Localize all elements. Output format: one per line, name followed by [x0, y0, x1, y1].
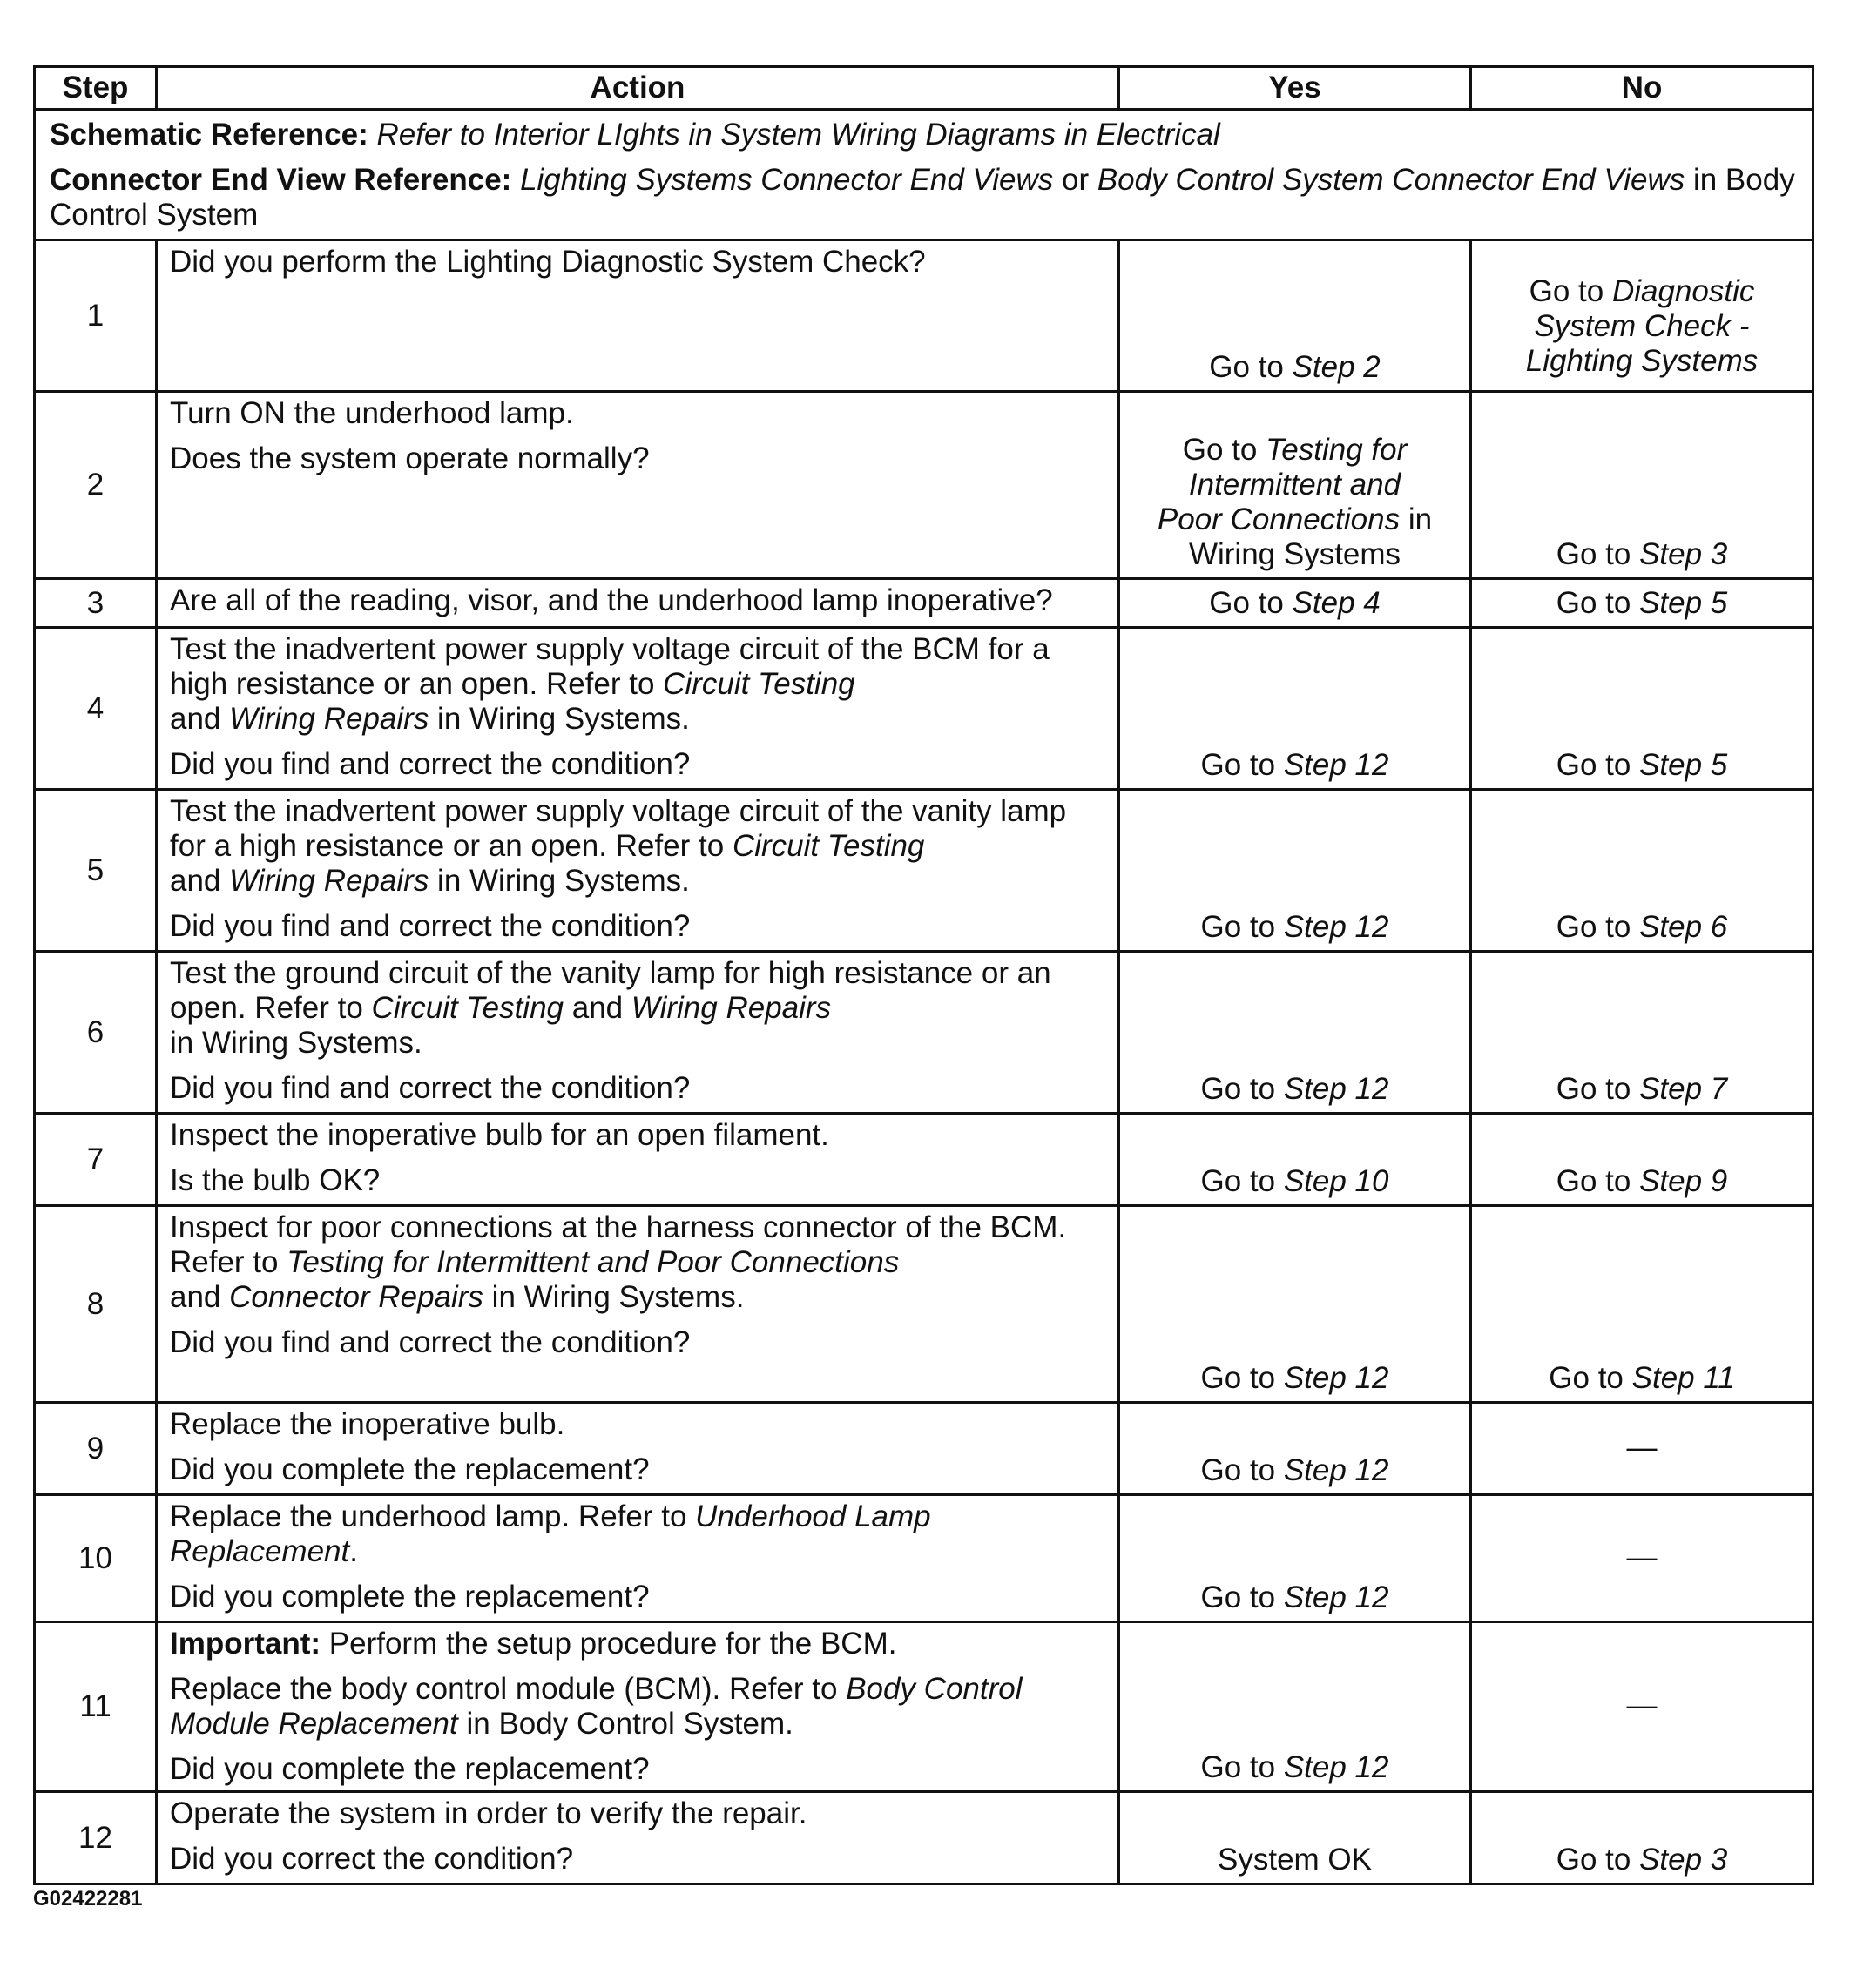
- action-question: Are all of the reading, visor, and the underhood lamp inoperative?: [170, 583, 1053, 617]
- yes-cell: [1119, 1114, 1471, 1206]
- no-cell: [1471, 392, 1813, 579]
- table-row: [35, 392, 1813, 579]
- action-question: Did you find and correct the condition?: [170, 747, 691, 781]
- table-row: [35, 1792, 1813, 1884]
- no-cell: [1471, 790, 1813, 952]
- connector-tail: in Body Control System: [50, 162, 1795, 232]
- action-question: Did you find and correct the condition?: [170, 909, 691, 943]
- action-question: Is the bulb OK?: [170, 1163, 381, 1197]
- action-text: Test the inadvertent power supply voltage circuit of the BCM for a high resistance or an open. Refer to: [170, 632, 1050, 701]
- no-cell: [1471, 1622, 1813, 1792]
- no-prefix: Go to: [1556, 1164, 1640, 1198]
- header-yes: Yes: [1119, 67, 1471, 110]
- yes-cell: [1119, 579, 1471, 628]
- yes-prefix: Go to: [1182, 433, 1266, 467]
- step-number: 12: [35, 1792, 157, 1884]
- action-question: Did you find and correct the condition?: [170, 1071, 691, 1105]
- connector-or: or: [1053, 162, 1097, 197]
- action-reference: Connector Repairs: [229, 1280, 483, 1314]
- step-number: 5: [35, 790, 157, 952]
- yes-prefix: Go to: [1200, 1072, 1284, 1106]
- yes-cell: [1119, 1403, 1471, 1495]
- no-reference: Step 5: [1639, 586, 1728, 620]
- action-question: Did you complete the replacement?: [170, 1580, 650, 1614]
- yes-reference: Step 12: [1283, 1453, 1389, 1487]
- table-row: [35, 952, 1813, 1114]
- action-reference: Wiring Repairs: [229, 702, 429, 736]
- yes-prefix: Go to: [1200, 748, 1284, 782]
- yes-cell: [1119, 392, 1471, 579]
- action-reference: Circuit Testing: [732, 829, 925, 863]
- connector-reference: [50, 163, 1799, 232]
- schematic-reference: [50, 118, 1799, 152]
- reference-row: [35, 110, 1813, 240]
- action-instruction: [170, 1672, 1109, 1742]
- table-row: [35, 1622, 1813, 1792]
- table-row: [35, 1495, 1813, 1622]
- action-question: Does the system operate normally?: [170, 441, 650, 475]
- no-cell: [1471, 1114, 1813, 1206]
- no-prefix: Go to: [1529, 273, 1612, 308]
- action-reference: Testing for Intermittent and Poor Connections: [287, 1245, 900, 1279]
- action-instruction: Turn ON the underhood lamp.: [170, 396, 574, 430]
- action-and: and: [170, 1280, 230, 1314]
- table-row: [35, 240, 1813, 392]
- step-number: 2: [35, 392, 157, 579]
- table-row: [35, 790, 1813, 952]
- action-instruction: [170, 1210, 1109, 1315]
- action-instruction: Operate the system in order to verify the repair.: [170, 1796, 807, 1830]
- yes-cell: [1119, 240, 1471, 392]
- yes-reference: Step 12: [1283, 910, 1389, 944]
- step-number: 1: [35, 240, 157, 392]
- action-reference: Wiring Repairs: [631, 991, 832, 1025]
- reference-cell: [35, 110, 1813, 240]
- yes-text: System OK: [1218, 1843, 1372, 1877]
- action-question: Did you complete the replacement?: [170, 1452, 650, 1486]
- yes-prefix: Go to: [1209, 586, 1293, 620]
- action-question: Did you complete the replacement?: [170, 1752, 650, 1786]
- yes-reference: Step 12: [1283, 1072, 1389, 1106]
- schematic-text: Refer to Interior LIghts in System Wiring Diagrams in Electrical: [376, 117, 1220, 152]
- step-number: 10: [35, 1495, 157, 1622]
- action-tail: in Wiring Systems.: [170, 1026, 422, 1060]
- action-cell: [157, 1792, 1119, 1884]
- action-tail: in Wiring Systems.: [429, 864, 690, 898]
- table-row: [35, 1403, 1813, 1495]
- action-text: Replace the underhood lamp. Refer to: [170, 1499, 696, 1533]
- yes-reference: Testing for Intermittent and Poor Connections: [1157, 433, 1408, 536]
- important-note: [170, 1627, 1109, 1661]
- no-prefix: Go to: [1556, 1843, 1640, 1877]
- action-tail: in Wiring Systems.: [483, 1280, 745, 1314]
- action-question: Did you find and correct the condition?: [170, 1325, 691, 1359]
- no-dash: —: [1626, 1540, 1658, 1574]
- action-reference: Body Control Module Replacement: [170, 1672, 1023, 1741]
- no-prefix: Go to: [1556, 748, 1640, 782]
- action-cell: [157, 628, 1119, 790]
- step-number: 4: [35, 628, 157, 790]
- yes-prefix: Go to: [1200, 910, 1284, 944]
- action-cell: [157, 579, 1119, 628]
- action-cell: [157, 392, 1119, 579]
- action-instruction: [170, 956, 1109, 1061]
- yes-reference: Step 10: [1283, 1164, 1389, 1198]
- action-cell: [157, 240, 1119, 392]
- yes-reference: Step 12: [1283, 748, 1389, 782]
- step-number: 6: [35, 952, 157, 1114]
- action-cell: [157, 952, 1119, 1114]
- yes-prefix: Go to: [1200, 1453, 1284, 1487]
- yes-suffix: in Wiring Systems: [1188, 502, 1433, 571]
- no-prefix: Go to: [1556, 1072, 1640, 1106]
- yes-cell: [1119, 952, 1471, 1114]
- no-dash: —: [1626, 1430, 1658, 1465]
- yes-cell: [1119, 1206, 1471, 1403]
- action-and: and: [170, 702, 230, 736]
- header-step: Step: [35, 67, 157, 110]
- action-tail: in Wiring Systems.: [429, 702, 690, 736]
- no-reference: Step 9: [1639, 1164, 1728, 1198]
- no-reference: Step 6: [1639, 910, 1728, 944]
- no-cell: [1471, 1206, 1813, 1403]
- yes-reference: Step 12: [1283, 1750, 1389, 1784]
- no-reference: Diagnostic System Check - Lighting Systems: [1525, 273, 1759, 378]
- no-reference: Step 3: [1639, 537, 1728, 571]
- action-reference: Circuit Testing: [663, 667, 855, 701]
- header-no: No: [1471, 67, 1813, 110]
- yes-cell: [1119, 790, 1471, 952]
- important-text: Perform the setup procedure for the BCM.: [321, 1627, 897, 1661]
- action-text: Inspect for poor connections at the harness connector of the BCM. Refer to: [170, 1210, 1067, 1279]
- action-cell: [157, 1495, 1119, 1622]
- connector-part2: Body Control System Connector End Views: [1097, 162, 1685, 197]
- step-number: 11: [35, 1622, 157, 1792]
- no-reference: Step 5: [1639, 748, 1728, 782]
- action-reference: Wiring Repairs: [229, 864, 429, 898]
- schematic-label: Schematic Reference:: [50, 117, 368, 152]
- yes-reference: Step 12: [1283, 1361, 1389, 1395]
- no-cell: [1471, 628, 1813, 790]
- header-action: Action: [157, 67, 1119, 110]
- important-label: Important:: [170, 1627, 321, 1661]
- no-reference: Step 11: [1631, 1361, 1735, 1395]
- table-row: [35, 628, 1813, 790]
- action-instruction: Inspect the inoperative bulb for an open filament.: [170, 1118, 829, 1152]
- step-number: 9: [35, 1403, 157, 1495]
- action-cell: [157, 790, 1119, 952]
- no-cell: [1471, 579, 1813, 628]
- no-cell: [1471, 952, 1813, 1114]
- table-row: [35, 579, 1813, 628]
- table-row: [35, 1114, 1813, 1206]
- step-number: 8: [35, 1206, 157, 1403]
- action-and: and: [564, 991, 631, 1025]
- yes-reference: Step 2: [1292, 350, 1381, 384]
- yes-cell: [1119, 1792, 1471, 1884]
- yes-prefix: Go to: [1200, 1361, 1284, 1395]
- action-tail: in Body Control System.: [457, 1707, 793, 1741]
- yes-prefix: Go to: [1209, 350, 1293, 384]
- figure-id: G02422281: [33, 1887, 143, 1911]
- header-row: [35, 67, 1813, 110]
- no-prefix: Go to: [1556, 910, 1640, 944]
- yes-prefix: Go to: [1200, 1580, 1284, 1614]
- action-text: Test the ground circuit of the vanity lamp for high resistance or an open. Refer to: [170, 956, 1051, 1025]
- action-text: Replace the body control module (BCM). Refer to: [170, 1672, 847, 1706]
- yes-cell: [1119, 1495, 1471, 1622]
- no-reference: Step 7: [1639, 1072, 1728, 1106]
- action-instruction: [170, 1499, 1109, 1569]
- table-row: [35, 1206, 1813, 1403]
- no-cell: [1471, 1495, 1813, 1622]
- no-prefix: Go to: [1549, 1361, 1632, 1395]
- action-instruction: [170, 794, 1109, 899]
- step-number: 7: [35, 1114, 157, 1206]
- action-text: Test the inadvertent power supply voltage circuit of the vanity lamp for a high resistance or an open. Refer to: [170, 794, 1067, 863]
- action-instruction: Replace the inoperative bulb.: [170, 1407, 565, 1441]
- no-prefix: Go to: [1556, 586, 1640, 620]
- no-cell: [1471, 1792, 1813, 1884]
- action-cell: [157, 1622, 1119, 1792]
- step-number: 3: [35, 579, 157, 628]
- action-cell: [157, 1206, 1119, 1403]
- action-tail: .: [349, 1534, 358, 1568]
- diagnostic-page: [33, 65, 1812, 1885]
- action-instruction: [170, 632, 1109, 737]
- action-reference: Underhood Lamp Replacement: [170, 1499, 931, 1568]
- no-reference: Step 3: [1639, 1843, 1728, 1877]
- diagnostic-table: [33, 65, 1814, 1885]
- yes-prefix: Go to: [1200, 1750, 1284, 1784]
- action-question: Did you perform the Lighting Diagnostic System Check?: [170, 245, 926, 279]
- action-and: and: [170, 864, 230, 898]
- yes-cell: [1119, 1622, 1471, 1792]
- action-reference: Circuit Testing: [371, 991, 564, 1025]
- connector-part1: Lighting Systems Connector End Views: [520, 162, 1054, 197]
- action-question: Did you correct the condition?: [170, 1842, 574, 1876]
- yes-cell: [1119, 628, 1471, 790]
- yes-reference: Step 4: [1292, 586, 1381, 620]
- yes-reference: Step 12: [1283, 1580, 1389, 1614]
- no-dash: —: [1626, 1688, 1658, 1722]
- no-cell: [1471, 240, 1813, 392]
- action-cell: [157, 1114, 1119, 1206]
- no-cell: [1471, 1403, 1813, 1495]
- action-cell: [157, 1403, 1119, 1495]
- no-prefix: Go to: [1556, 537, 1640, 571]
- yes-prefix: Go to: [1200, 1164, 1284, 1198]
- connector-label: Connector End View Reference:: [50, 162, 512, 197]
